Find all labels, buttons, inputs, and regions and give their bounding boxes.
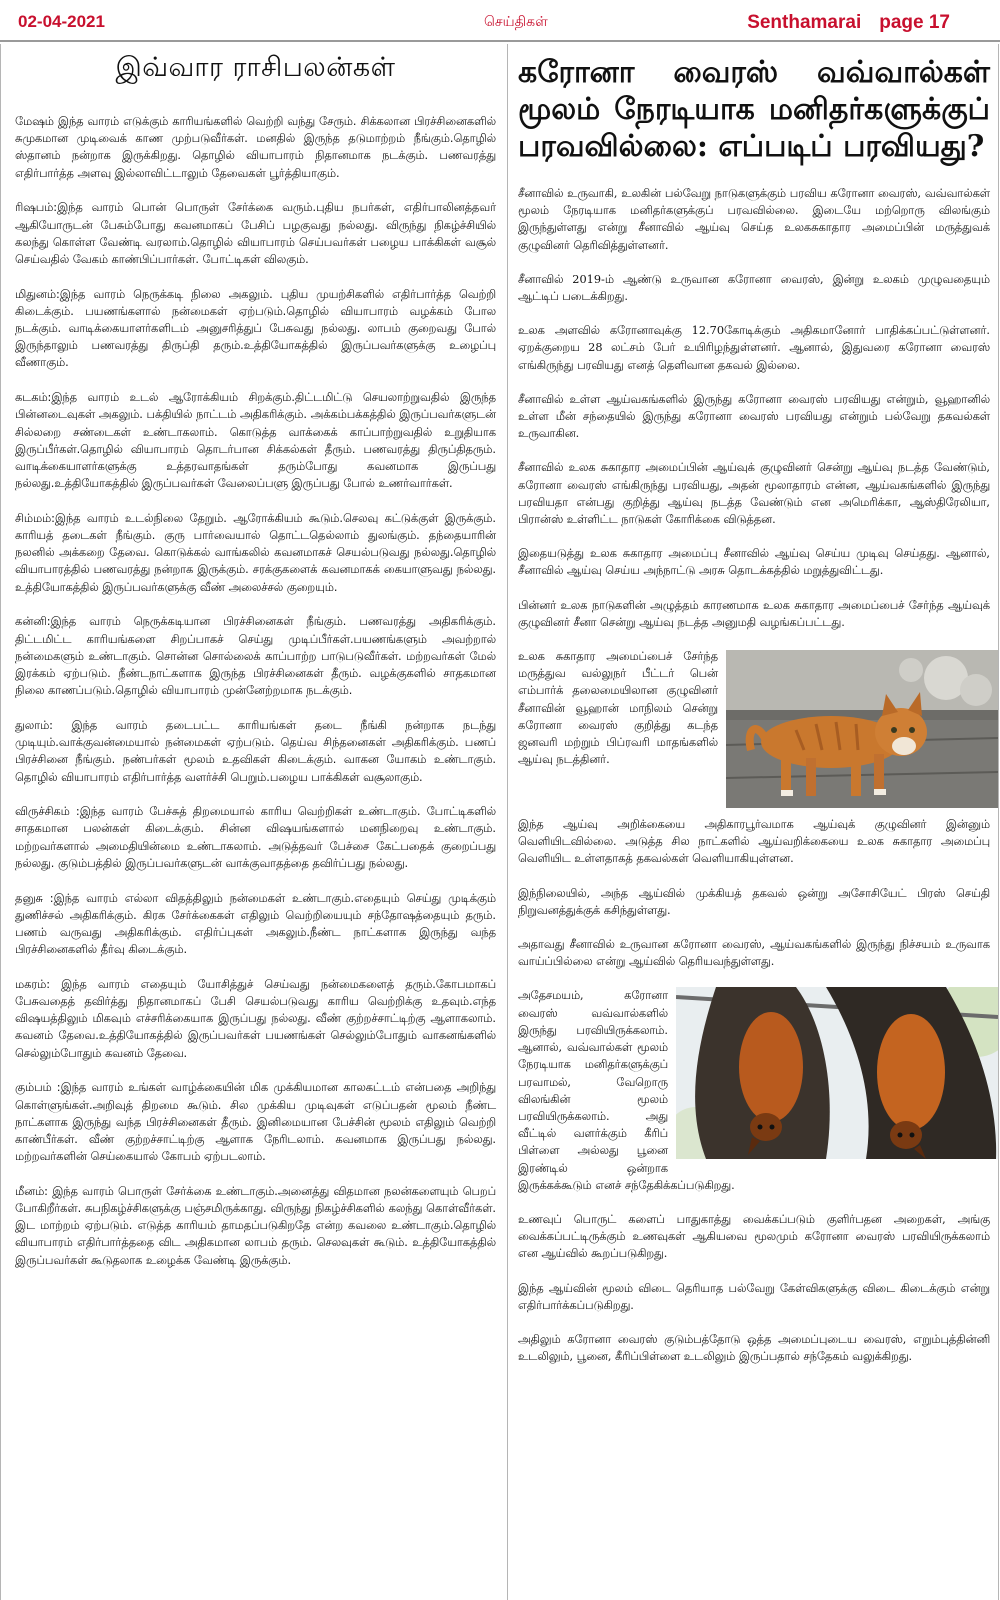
left-border	[0, 44, 1, 1600]
publication-info	[747, 12, 950, 34]
issue-date: 02-04-2021	[18, 12, 105, 31]
horoscope-paragraph: மகரம்: இந்த வாரம் எதையும் யோசித்துச் செய்வது நன்மைகளைத் தரும்.கோபமாகப் பேசுவதைத் தவிர்த்து நிதானமாகப் பேசி செயல்படுவது காரிய வெற்றிக்கு உதவும்.எந்த விஷயத்திலும் மிகவும் எச்சரிக்கையாக இருப்பது நல்லது. வீண் குற்றச்சாட்டிற்கு ஆளாகலாம். கவனம் தேவை.உத்தியோகத்தில் இருப்பவர்கள் பயணங்கள் செல்லும்போதும் வாகனங்களில் செல்லும்போதும் கவனம் தேவை.	[15, 977, 496, 1060]
article-paragraph: அதிலும் கரோனா வைரஸ் குடும்பத்தோடு ஒத்த அமைப்புடைய வைரஸ், எறும்புத்தின்னி உடலிலும், பூனை, கீரிப்பிள்ளை உடலிலும் இருப்பதால் சந்தேகம் வலுக்கிறது.	[518, 1332, 990, 1364]
horoscope-paragraph: கடகம்:இந்த வாரம் உடல் ஆரோக்கியம் சிறக்கும்.திட்டமிட்டு செயலாற்றுவதில் இருந்த பின்னடைவுகள் அகலும். பக்தியில் நாட்டம் அதிகரிக்கும். அக்கம்பக்கத்தில் இருப்பவர்களுடன் சில்லறை சண்டைகள் உண்டாகலாம். கொடுத்த வாக்கைக் காப்பாற்றுவதில் உறுதியாக இருப்பீர்கள்.தொழில் வியாபாரம் தொடர்பான சிக்கல்கள் தீரும். பணவரத்து திருப்திதரும். வாடிக்கையாளர்களுக்கு உத்தரவாதங்கள் தரும்போது கவனமாக இருப்பது நல்லது.உத்தியோகத்தில் இருப்பவர்கள் வேலைப்பளு இருப்பது போல் உணர்வார்கள்.	[15, 391, 496, 491]
horoscope-paragraph: ரிஷபம்:இந்த வாரம் பொன் பொருள் சேர்க்கை வரும்.புதிய நபர்கள், எதிர்பாலினத்தவர் ஆகியோருடன் பேசும்போது கவனமாகப் பேசிப் பழகுவது நல்லது. விருந்து நிகழ்ச்சியில் கலந்து கொள்ள வேண்டி வரலாம்.தொழில் வியாபாரம் செய்பவர்கள் பழைய பாக்கிகள் வசூல் செய்வதில் வேகம் காண்பிப்பார்கள். போட்டிகள் விலகும்.	[15, 201, 496, 266]
bats-photo	[676, 987, 998, 1159]
cat-illustration	[726, 650, 998, 808]
horoscope-column	[15, 46, 496, 1286]
horoscope-paragraph: மீனம்: இந்த வாரம் பொருள் சேர்க்கை உண்டாகும்.அனைத்து விதமான நலன்களையும் பெறப் போகிறீர்கள். சுபநிகழ்ச்சிகளுக்கு பஞ்சமிருக்காது. விருந்து நிகழ்ச்சிகளில் கலந்து கொள்வீர்கள். இட மாற்றம் ஏற்படும். எடுத்த காரியம் தாமதப்படுகிறதே என்ற கவலை உண்டாகும்.தொழில் வியாபாரம் எதிர்பார்த்ததை விட அதிகமான லாபம் தரும். செலவுகள் கூடும். உத்தியோகத்தில் இருப்பவர்கள் கூடுதலாக உழைக்க வேண்டி இருக்கும்.	[15, 1184, 496, 1267]
article-paragraph: பின்னர் உலக நாடுகளின் அழுத்தம் காரணமாக உலக சுகாதார அமைப்பைச் சேர்ந்த ஆய்வுக் குழுவினர் சீனா சென்று ஆய்வு நடத்த அனுமதி வழங்கப்பட்டது.	[518, 598, 990, 629]
horoscope-paragraph: கன்னி:இந்த வாரம் நெருக்கடியான பிரச்சினைகள் நீங்கும். பணவரத்து அதிகரிக்கும். திட்டமிட்ட காரியங்களை சிறப்பாகச் செய்து முடிப்பீர்கள்.பயணங்களும் அவற்றால் நன்மைகளும் உண்டாகும். சொன்ன சொல்லைக் காப்பாற்ற பாடுபடுவீர்கள். மற்றவர்கள் மேல் இரக்கம் ஏற்படும். நீண்டநாட்களாக இருந்த பிரச்சினைகள் தீரும். வழக்குகளில் சாதகமான நிலை காணப்படும்.தொழில் வியாபாரம் முன்னேற்றமாக நடக்கும்.	[15, 615, 496, 698]
horoscope-paragraph: விருச்சிகம் :இந்த வாரம் பேச்சுத் திறமையால் காரிய வெற்றிகள் உண்டாகும். போட்டிகளில் சாதகமான பலன்கள் கிடைக்கும். சின்ன விஷயங்களால் மனநிறைவு உண்டாகும். மற்றவர்களால் அமைதியின்மை உண்டாகலாம். அடுத்தவர் பேச்சை கேட்பதைக் குறைப்பது நல்லது. குடும்பத்தில் இருப்பவர்களுடன் வாக்குவாதத்தை தவிர்ப்பது நல்லது.	[15, 805, 496, 870]
article-paragraph: உணவுப் பொருட் களைப் பாதுகாத்து வைக்கப்படும் குளிர்பதன அறைகள், அங்கு வைக்கப்பட்டிருக்கும் உணவுகள் ஆகியவை மூலமும் கரோனா வைரஸ் பரவியிருக்கலாம் என ஆய்வில் கூறப்படுகிறது.	[518, 1212, 990, 1261]
horoscope-paragraph: கும்பம் :இந்த வாரம் உங்கள் வாழ்க்கையின் மிக முக்கியமான காலகட்டம் என்பதை அறிந்து கொள்ளுங்கள்.அறிவுத் திறமை கூடும். சில முக்கிய முடிவுகள் எடுப்பதன் மூலம் நீண்ட நாட்களாக இருந்து வந்த பிரச்சினைகள் தீரும். இனிமையான பேச்சின் மூலம் எதிலும் வெற்றி காண்பீர்கள். வீண் குற்றச்சாட்டிற்கு ஆளாக நேரிடலாம். கவனமாக இருப்பது நல்லது. மற்றவர்களின் செய்கையால் கோபம் ஏற்படலாம்.	[15, 1081, 496, 1164]
cat-photo	[726, 650, 998, 808]
horoscope-paragraph: சிம்மம்:இந்த வாரம் உடல்நிலை தேறும். ஆரோக்கியம் கூடும்.செலவு கட்டுக்குள் இருக்கும். காரியத் தடைகள் நீங்கும். குரு பார்வையால் தொட்டதெல்லாம் துலங்கும். தந்தையாரின் நலனில் அக்கறை தேவை. கொடுக்கல் வாங்கலில் கவனமாகச் செயல்படுவது நல்லது.தொழில் வியாபாரத்தில் பணவரத்து நன்றாக இருக்கும். சரக்குகளைக் கவனமாகக் கையாளுவது நல்லது. உத்தியோகத்தில் இருப்பவர்களுக்கு வீண் அலைச்சல் குறையும்.	[15, 511, 496, 594]
article-paragraph: இந்த ஆய்வின் மூலம் விடை தெரியாத பல்வேறு கேள்விகளுக்கு விடை கிடைக்கும் என்று எதிர்பார்க்கப்படுகிறது.	[518, 1281, 990, 1312]
page-number: page 17	[879, 12, 950, 33]
horoscope-paragraph: மிதுனம்:இந்த வாரம் நெருக்கடி நிலை அகலும். புதிய முயற்சிகளில் எதிர்பார்த்த வெற்றி கிடைக்கும். பயணங்களால் நன்மைகள் ஏற்படும்.தொழில் வியாபாரம் வழக்கம் போல நடக்கும். வாடிக்கையாளர்களிடம் அனுசரித்துப் பேசுவது நல்லது. லாபம் குறைவது போல் இருந்தாலும் பணவரத்து திருப்தி தரும்.உத்தியோகத்தில் இருப்பவர்களுக்கு உழைப்பு வீணாகும்.	[15, 287, 496, 370]
horoscope-paragraph: துலாம்: இந்த வாரம் தடைபட்ட காரியங்கள் தடை நீங்கி நன்றாக நடந்து முடியும்.வாக்குவன்மையால் நன்மைகள் ஏற்படும். தெய்வ சிந்தனைகள் அதிகரிக்கும். பணப் பிரச்சினை நீங்கும். நண்பர்கள் மூலம் உதவிகள் கிடைக்கும். வாகன யோகம் உண்டாகும். தொழில் வியாபாரம் எதிர்பார்த்த வளர்ச்சி பெறும்.பழைய பாக்கிகள் வசூலாகும்.	[15, 718, 496, 784]
bats-illustration	[676, 987, 998, 1159]
horoscope-title: இவ்வார ராசிபலன்கள்	[115, 52, 396, 83]
article-paragraph: சீனாவில் 2019-ம் ஆண்டு உருவான கரோனா வைரஸ், இன்று உலகம் முழுவதையும் ஆட்டிப் படைக்கிறது.	[518, 272, 990, 304]
article-paragraph: இந்நிலையில், அந்த ஆய்வில் முக்கியத் தகவல் ஒன்று அசோசியேட் பிரஸ் செய்தி நிறுவனத்துக்குக் கசிந்துள்ளது.	[518, 886, 990, 917]
article-column	[518, 46, 990, 1382]
column-divider	[507, 44, 508, 1600]
article-paragraph: சீனாவில் உருவாகி, உலகின் பல்வேறு நாடுகளுக்கும் பரவிய கரோனா வைரஸ், வவ்வால்கள் மூலம் நேரடியாக மனிதர்களுக்குப் பரவவில்லை. இடையே மற்றொரு விலங்கும் இருந்துள்ளது என்று சீனாவில் ஆய்வு செய்த உலகசுகாதார அமைப்பின் மருத்துவக் குழுவினர் தெரிவித்துள்ளனர்.	[518, 187, 990, 252]
section-name: செய்திகள்	[484, 14, 548, 30]
horoscope-paragraph: மேஷம் இந்த வாரம் எடுக்கும் காரியங்களில் வெற்றி வந்து சேரும். சிக்கலான பிரச்சினைகளில் சுமுகமான முடிவைக் காண முற்படுவீர்கள். மனதில் இருந்த தடுமாற்றம் நீங்கும்.தொழில் ஸ்தானம் நன்றாக இருக்கிறது. தொழில் வியாபாரம் நிதானமாக நடக்கும். பணவரத்து எதிர்பார்த்த அளவு இல்லாவிட்டாலும் தேவைகள் பூர்த்தியாகும்.	[15, 115, 496, 180]
article-paragraph: உலக சுகாதார அமைப்பைச் சேர்ந்த மருத்துவ வல்லுநர் பீட்டர் பென் எம்பார்க் தலைமையிலான குழுவினர் சீனாவின் வூஹான் மாநிலம் சென்று கரோனா வைரஸ் குறித்து கடந்த ஜனவரி மற்றும் பிப்ரவரி மாதங்களில் ஆய்வு நடத்தினர்.	[518, 650, 718, 767]
article-paragraph: உலக அளவில் கரோனாவுக்கு 12.70கோடிக்கும் அதிகமானோர் பாதிக்கப்பட்டுள்ளனர். ஏறக்குறைய 28 லட்சம் பேர் உயிரிழந்துள்ளனர். ஆனால், இதுவரை கரோனா வைரஸ் எங்கிருந்து பரவியது எனத் தெளிவான தகவல் இல்லை.	[518, 324, 990, 372]
article-headline: கரோனா வைரஸ் வவ்வால்கள் மூலம் நேரடியாக மனிதர்களுக்குப் பரவவில்லை: எப்படிப் பரவியது?	[518, 55, 990, 164]
article-paragraph: இந்த ஆய்வு அறிக்கையை அதிகாரபூர்வமாக ஆய்வுக் குழுவினர் இன்னும் வெளியிடவில்லை. அடுத்த சில நாட்களில் ஆய்வறிக்கையை உலக சுகாதார அமைப்பு வெளியிட உள்ளதாகத் தகவல்கள் வெளியாகியுள்ளன.	[518, 818, 990, 866]
article-paragraph: சீனாவில் உலக சுகாதார அமைப்பின் ஆய்வுக் குழுவினர் சென்று ஆய்வு நடத்த வேண்டும், கரோனா வைரஸ் எங்கிருந்து பரவியது, அதன் மூலாதாரம் என்ன, ஆய்வகங்களில் இருந்து பரவியதா என்பது குறித்து ஆய்வு நடத்த வேண்டும் என அமெரிக்கா, ஆஸ்திரேலியா, பிரான்ஸ் உள்ளிட்ட நாடுகள் கோரிக்கை விடுத்தன.	[518, 461, 990, 527]
publication-name: Senthamarai	[747, 12, 862, 33]
article-paragraph: அதேசமயம், கரோனா வைரஸ் வவ்வால்களில் இருந்து பரவியிருக்கலாம். ஆனால், வவ்வால்கள் மூலம் நேரடியாக மனிதர்களுக்குப் பரவாமல், வேறொரு விலங்கின் மூலம் பரவியிருக்கலாம். அது வீட்டில் வளர்க்கும் கீரிப் பிள்ளை அல்லது பூனை இரண்டில் ஒன்றாக இருக்கக்கூடும் எனச் சந்தேகிக்கப்படுகிறது.	[518, 989, 735, 1192]
article-paragraph: இதையடுத்து உலக சுகாதார அமைப்பு சீனாவில் ஆய்வு செய்ய முடிவு செய்தது. ஆனால், சீனாவில் ஆய்வு செய்ய அந்நாட்டு அரசு தொடக்கத்தில் மறுத்துவிட்டது.	[518, 547, 990, 578]
article-paragraph: சீனாவில் உள்ள ஆய்வகங்களில் இருந்து கரோனா வைரஸ் பரவியது என்றும், வூஹானில் உள்ள மீன் சந்தையில் இருந்து கரோனா வைரஸ் பரவியது என்றும் பல்வேறு தகவல்கள் உருவாகின.	[518, 392, 990, 441]
horoscope-paragraph: தனுசு :இந்த வாரம் எல்லா விதத்திலும் நன்மைகள் உண்டாகும்.எதையும் செய்து முடிக்கும் துணிச்சல் அதிகரிக்கும். கிரக சேர்க்கைகள் எதிலும் வெற்றியையும் சந்தோஷத்தையும் தரும். பணம் வருவது அதிகரிக்கும். எதிர்ப்புகள் அகலும்.நீண்ட நாட்களாக இருந்து வந்த பிரச்சினைகளில் தீர்வு கிடைக்கும்.	[15, 891, 496, 957]
article-paragraph: அதாவது சீனாவில் உருவான கரோனா வைரஸ், ஆய்வகங்களில் இருந்து நிச்சயம் உருவாக வாய்ப்பில்லை என்று ஆய்வில் தெரியவந்துள்ளது.	[518, 938, 990, 969]
right-border	[998, 44, 999, 1600]
page-header	[0, 0, 1000, 42]
